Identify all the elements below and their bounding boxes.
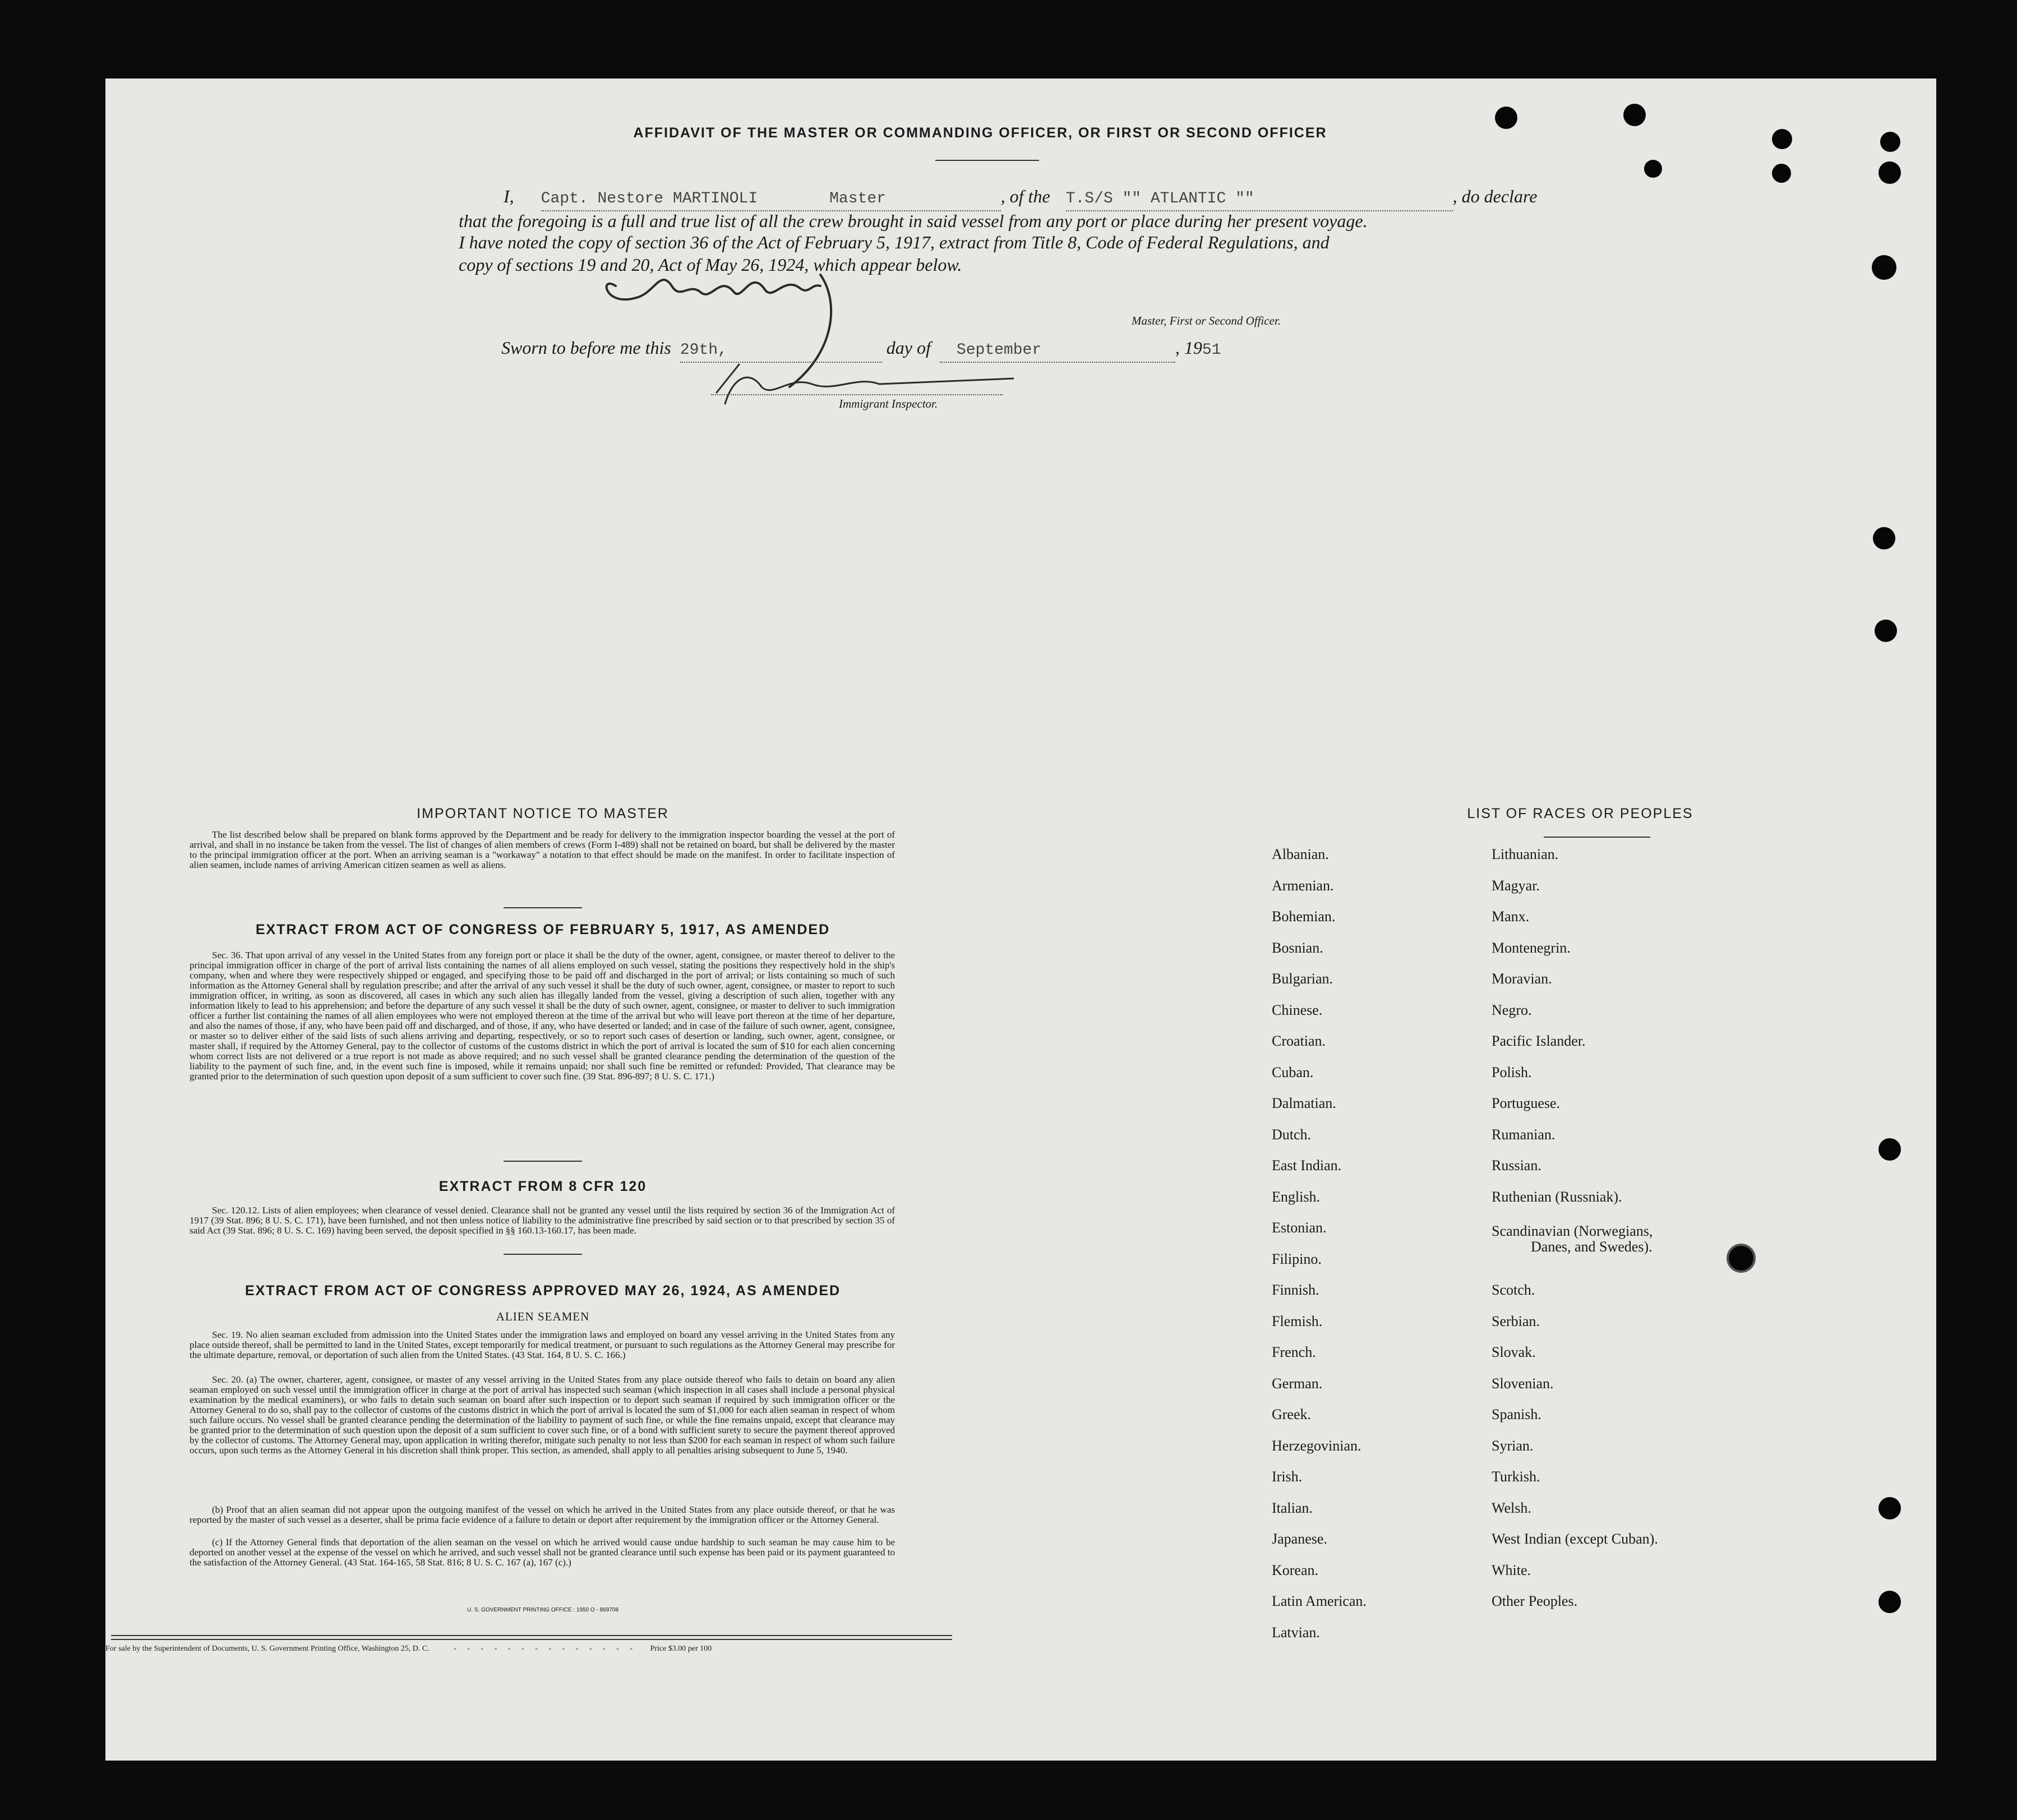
race-item: Serbian.: [1492, 1313, 1540, 1329]
race-item: Pacific Islander.: [1492, 1033, 1586, 1049]
do-declare-label: , do declare: [1452, 186, 1538, 206]
inspector-caption: Immigrant Inspector.: [839, 397, 938, 410]
race-item: Cuban.: [1272, 1064, 1314, 1080]
punch-hole: [1495, 107, 1517, 129]
race-item: Bosnian.: [1272, 940, 1323, 956]
race-item: Italian.: [1272, 1500, 1313, 1516]
race-item: Manx.: [1492, 908, 1530, 925]
sec20c-body: (c) If the Attorney General finds that deportation of the alien seaman on the vessel on which he arrived would cause undue hardship to such seaman he may cause him to be deported on another vessel at the expense of the vessel on which he arrived, and such vessel shall not be granted clearance until such expense has been paid or its payment guaranteed to the satisfaction of the Attorney General. (43 Stat. 164-165, 58 Stat. 816; 8 U. S. C. 167 (a), 167 (c).): [190, 1537, 895, 1568]
race-item: Irish.: [1272, 1468, 1303, 1485]
gpo-imprint: U. S. GOVERNMENT PRINTING OFFICE : 1950 O - 869708: [467, 1607, 619, 1613]
extract3-title: EXTRACT FROM ACT OF CONGRESS APPROVED MAY 26, 1924, AS AMENDED: [244, 1283, 841, 1299]
race-item: Syrian.: [1492, 1438, 1534, 1454]
race-item: Greek.: [1272, 1406, 1312, 1422]
race-item: Bohemian.: [1272, 908, 1336, 925]
extract1-body: Sec. 36. That upon arrival of any vessel in the United States from any foreign port or place it shall be the duty of the owner, agent, consignee, or master thereof to deliver to the principal immigration officer in charge of the port of arrival lists containing the names of all aliens employed on such vessel, stating the positions they respectively hold in the ship's company, when and where they were respectively shipped or engaged, and specifying those to be paid off and discharged in the port of arrival; or lists containing so much of such information as the Attorney General shall by regulation prescribe; and after the arrival of any such vessel it shall be the duty of such owner, agent, consignee, or master to report to such immigration officer, in writing, as soon as discovered, all cases in which any such alien has illegally landed from the vessel, giving a description of such alien, together with any information likely to lead to his apprehension; and before the departure of any such vessel it shall be the duty of such owner, agent, consignee, or master to deliver to such immigration officer a further list containing the names of all alien employees who were not employed thereon at the time of the arrival but who will leave port thereon at the time of her departure, and also the names of those, if any, who have been paid off and discharged, and of those, if any, who have deserted or landed; and in case of the failure of such owner, agent, consignee, or master so to deliver either of the said lists of such aliens arriving and departing, respectively, or so to report such cases of desertion or landing, such owner, agent, consignee, or master shall, if required by the Attorney General, pay to the collector of customs of the customs district in which the port of arrival is located the sum of $10 for each alien concerning whom correct lists are not delivered or a true report is not made as above required; and no such vessel shall be granted clearance pending the determination of the question of the liability to the payment of such fine, and, in the event such fine is imposed, while it remains unpaid; nor shall such fine be remitted or refunded: Provided, That clearance may be granted prior to the determination of such question upon deposit of a sum sufficient to cover such fine. (39 Stat. 896-897; 8 U. S. C. 171.): [190, 950, 895, 1082]
of-the-label: , of the: [1000, 186, 1050, 206]
race-item: Filipino.: [1272, 1251, 1322, 1267]
inspector-line: [711, 394, 1003, 395]
punch-hole: [1878, 1497, 1901, 1519]
race-item: East Indian.: [1272, 1157, 1342, 1174]
race-item: Portuguese.: [1492, 1095, 1561, 1111]
punch-hole: [1880, 132, 1900, 152]
sworn-year: 51: [1202, 341, 1221, 359]
race-item: Scandinavian (Norwegians,: [1492, 1223, 1653, 1239]
title-rule: [935, 160, 1039, 161]
race-item: Turkish.: [1492, 1468, 1540, 1485]
extract2-rule: [504, 1254, 582, 1255]
race-item: Japanese.: [1272, 1531, 1327, 1547]
race-item: Polish.: [1492, 1064, 1532, 1080]
punch-hole: [1878, 161, 1901, 184]
race-item: Rumanian.: [1492, 1126, 1556, 1143]
race-item: Armenian.: [1272, 877, 1334, 894]
notice-body: The list described below shall be prepared on blank forms approved by the Department and be ready for delivery to the immigration inspector boarding the vessel at the port of arrival, and shall in no instance be taken from the vessel. The list of changes of alien members of crews (Form I-489) shall not be retained on board, but shall be delivered by the master to the principal immigration officer at the port. When an arriving seaman is a "workaway" a notation to that effect should be made on the manifest. In order to facilitate inspection of alien seamen, include names of arriving American citizen seamen as well as aliens.: [190, 829, 895, 870]
race-item: Negro.: [1492, 1002, 1532, 1018]
race-item: Lithuanian.: [1492, 846, 1559, 862]
punch-hole: [1875, 620, 1897, 642]
vessel-field: [1066, 185, 1453, 211]
sec20b-body: (b) Proof that an alien seaman did not appear upon the outgoing manifest of the vessel on which he arrived in the United States from any place outside thereof, or that he was reported by the master of such vessel as a deserter, shall be prima facie evidence of a failure to detain or deport after requirement by the immigration officer or the Attorney General.: [190, 1504, 895, 1525]
race-item: Latvian.: [1272, 1624, 1320, 1641]
race-item: Russian.: [1492, 1157, 1541, 1174]
race-item: Croatian.: [1272, 1033, 1326, 1049]
footer-rule-top: [111, 1635, 952, 1636]
year-prefix: , 19: [1175, 338, 1202, 358]
footer-sale-text: For sale by the Superintendent of Documents, U. S. Government Printing Office, Washington 25, D. C.: [105, 1645, 430, 1653]
extract2-title: EXTRACT FROM 8 CFR 120: [439, 1179, 647, 1194]
affidavit-line-4: copy of sections 19 and 20, Act of May 26, 1924, which appear below.: [459, 255, 962, 275]
notice-title: IMPORTANT NOTICE TO MASTER: [417, 806, 669, 821]
race-item: English.: [1272, 1189, 1320, 1205]
master-caption: Master, First or Second Officer.: [1132, 314, 1281, 327]
vessel-name: T.S/S "" ATLANTIC "": [1065, 190, 1254, 207]
race-item: French.: [1272, 1344, 1316, 1360]
master-rank: Master: [829, 190, 886, 207]
sworn-day: 29th,: [680, 341, 727, 359]
race-item: Scotch.: [1492, 1282, 1535, 1298]
race-item: Herzegovinian.: [1272, 1438, 1361, 1454]
race-item: West Indian (except Cuban).: [1492, 1531, 1658, 1547]
punch-hole: [1729, 1246, 1753, 1271]
footer-rule-bottom: [111, 1639, 952, 1640]
punch-hole: [1878, 1591, 1901, 1613]
master-name-field: [541, 185, 1001, 211]
extract1-title: EXTRACT FROM ACT OF CONGRESS OF FEBRUARY 5, 1917, AS AMENDED: [255, 922, 830, 937]
punch-hole: [1772, 164, 1791, 183]
race-item: German.: [1272, 1375, 1323, 1392]
race-item: Flemish.: [1272, 1313, 1323, 1329]
affidavit-line-1: [504, 185, 1653, 211]
punch-hole: [1878, 1138, 1901, 1161]
affidavit-line-3: I have noted the copy of section 36 of the Act of February 5, 1917, extract from Title 8, Code of Federal Regulations, and: [459, 232, 1330, 252]
races-title: LIST OF RACES OR PEOPLES: [1467, 806, 1693, 821]
affidavit-line-2: that the foregoing is a full and true list of all the crew brought in said vessel from any port or place during her present voyage.: [459, 211, 1368, 231]
day-of-label: day of: [886, 338, 931, 358]
race-item: Ruthenian (Russniak).: [1492, 1189, 1622, 1205]
notice-rule: [504, 907, 582, 908]
race-item: Danes, and Swedes).: [1531, 1239, 1653, 1255]
race-item: Spanish.: [1492, 1406, 1541, 1422]
race-item: Magyar.: [1492, 877, 1540, 894]
sworn-label: Sworn to before me this: [501, 338, 671, 358]
punch-hole: [1872, 255, 1896, 280]
footer-line: [105, 1645, 947, 1653]
race-item: Dutch.: [1272, 1126, 1312, 1143]
races-rule: [1544, 837, 1650, 838]
punch-hole: [1772, 129, 1792, 149]
race-item: Welsh.: [1492, 1500, 1531, 1516]
race-item: White.: [1492, 1562, 1531, 1578]
affidavit-title: AFFIDAVIT OF THE MASTER OR COMMANDING OFFICER, OR FIRST OR SECOND OFFICER: [633, 125, 1327, 141]
footer-price: Price $3.00 per 100: [650, 1645, 712, 1653]
extract3-subtitle: ALIEN SEAMEN: [496, 1310, 590, 1323]
race-item: Finnish.: [1272, 1282, 1319, 1298]
sec20a-body: Sec. 20. (a) The owner, charterer, agent, consignee, or master of any vessel arriving in the United States from any place outside thereof who fails to detain on board any alien seaman employed on such vessel until the immigration officer in charge at the port of arrival has inspected such seaman (which inspection in all cases shall include a personal physical examination by the medical examiners), or who fails to detain such seaman on board after such inspection or to deport such seaman if required by such immigration officer or the Attorney General to do so, shall pay to the collector of customs of the customs district in which the port of arrival is located the sum of $1,000 for each alien seaman in respect of whom such failure occurs. No vessel shall be granted clearance pending the determination of the liability to payment of such fine, or while the fine remains unpaid, except that clearance may be granted prior to the determination of such question upon the deposit of a sum sufficient to cover such fine, or of a bond with sufficient surety to secure the payment thereof approved by the collector of customs. The Attorney General may, upon application in writing therefor, mitigate such penalty to not less than $200 for each seaman in respect of whom such failure occurs, upon such terms as the Attorney General in his discretion shall think proper. This section, as amended, shall apply to all penalties arising subsequent to June 5, 1940.: [190, 1374, 895, 1456]
race-item: Slovenian.: [1492, 1375, 1554, 1392]
race-item: Korean.: [1272, 1562, 1319, 1578]
race-item: Montenegrin.: [1492, 940, 1571, 956]
race-item: Estonian.: [1272, 1220, 1327, 1236]
master-name: Capt. Nestore MARTINOLI: [541, 190, 758, 207]
punch-hole: [1873, 527, 1895, 549]
pronoun-i: I,: [504, 186, 514, 206]
extract1-rule: [504, 1161, 582, 1162]
race-item: Latin American.: [1272, 1593, 1367, 1609]
race-item: Albanian.: [1272, 846, 1329, 862]
punch-hole: [1623, 104, 1646, 126]
extract2-body: Sec. 120.12. Lists of alien employees; when clearance of vessel denied. Clearance shall not be granted any vessel until the lists required by section 36 of the Immigration Act of 1917 (39 Stat. 896; 8 U. S. C. 171), have been furnished, and not then unless notice of liability to the administrative fine prescribed by said section or to that prescribed by section 35 of said Act (39 Stat. 896; 8 U. S. C. 169) having been served, the deposit specified in §§ 160.13-160.17, has been made.: [190, 1205, 895, 1236]
race-item: Other Peoples.: [1492, 1593, 1578, 1609]
race-item: Dalmatian.: [1272, 1095, 1336, 1111]
sec19-body: Sec. 19. No alien seaman excluded from admission into the United States under the immigration laws and employed on board any vessel arriving in the United States from any place outside thereof, shall be permitted to land in the United States, except temporarily for medical treatment, or pursuant to such regulations as the Attorney General may prescribe for the ultimate departure, removal, or deportation of such alien from the United States. (43 Stat. 164, 8 U. S. C. 166.): [190, 1329, 895, 1360]
sworn-month: September: [956, 341, 1042, 359]
race-item: Moravian.: [1492, 971, 1552, 987]
race-item: Slovak.: [1492, 1344, 1536, 1360]
punch-hole: [1644, 160, 1662, 178]
race-item: Chinese.: [1272, 1002, 1323, 1018]
race-item: Bulgarian.: [1272, 971, 1333, 987]
form-page: [105, 78, 1936, 1761]
footer-dashes: - - - - - - - - - - - - - -: [454, 1645, 638, 1653]
